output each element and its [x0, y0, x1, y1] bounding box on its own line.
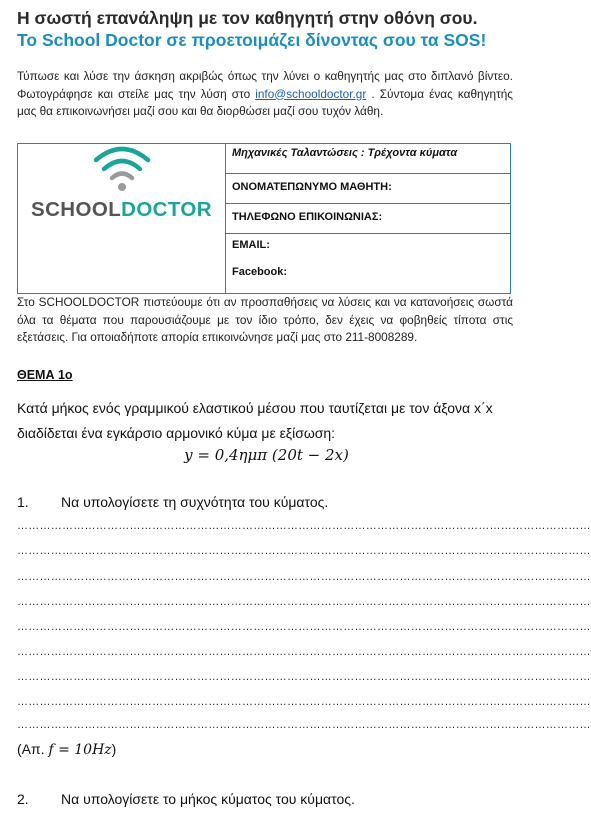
name-field[interactable] — [226, 174, 511, 204]
logo-cell — [18, 144, 226, 294]
intro-paragraph — [17, 68, 513, 121]
phone-field[interactable] — [226, 204, 511, 234]
facebook-field[interactable] — [226, 260, 511, 294]
answer-line[interactable]: ……………………………………………………………………………………………………………………………………… — [17, 571, 591, 583]
header-line-1: Η σωστή επανάληψη με τον καθηγητή στην οθόνη σου. — [17, 8, 478, 28]
subject-label: Μηχανικές Ταλαντώσεις : Τρέχοντα κύματα — [232, 147, 458, 159]
answer-line[interactable]: ……………………………………………………………………………………………………………………………………… — [17, 646, 591, 658]
note-paragraph: Στο SCHOOLDOCTOR πιστεύουμε ότι αν προσπαθήσεις να λύσεις και να κατανοήσεις σωστά όλα τα θέματα που παρουσιάζουμε με τον ίδιο τρόπο, δεν έχεις να φοβηθείς τίποτα στις εξετάσεις. Για οποιαδήποτε απορία επικοινώνησε μαζί μας στο 211-8008289. — [17, 295, 513, 344]
answer-1-prefix: (Απ. — [17, 741, 49, 757]
question-2-number: 2. — [17, 791, 29, 807]
answer-line[interactable]: ……………………………………………………………………………………………………………………………………… — [17, 621, 591, 633]
logo-doctor-text: DOCTOR — [121, 198, 212, 221]
email-link[interactable]: info@schooldoctor.gr — [255, 86, 367, 101]
intro-text-before: Τύπωσε και λύσε την άσκηση ακριβώς όπως την λύνει ο καθηγητής μας στο διπλανό βίντεο. Φωτογράφησε και στείλε μας την λύση στο — [17, 69, 513, 101]
student-info-table — [17, 143, 511, 294]
email-label: EMAIL: — [232, 239, 270, 251]
wave-equation: y = 0,4ημπ (20t − 2x) — [184, 446, 349, 464]
subject-cell — [226, 144, 511, 174]
question-2 — [17, 791, 355, 807]
answer-line[interactable]: ……………………………………………………………………………………………………………………………………… — [17, 520, 591, 532]
answer-1 — [17, 741, 116, 758]
answer-1-suffix: ) — [111, 741, 117, 757]
answer-line[interactable]: ……………………………………………………………………………………………………………………………………… — [17, 545, 591, 557]
theme-title: ΘΕΜΑ 1ο — [17, 368, 73, 382]
facebook-label: Facebook: — [232, 265, 288, 278]
answer-1-value: f = 10Hz — [48, 742, 112, 758]
name-label: ΟΝΟΜΑΤΕΠΩΝΥΜΟ ΜΑΘΗΤΗ: — [232, 181, 392, 193]
question-2-text: Να υπολογίσετε το μήκος κύματος του κύματος. — [61, 791, 355, 807]
logo-school-text: SCHOOL — [31, 198, 122, 221]
email-field[interactable] — [226, 234, 511, 260]
header-line-2: Το School Doctor σε προετοιμάζει δίνοντας σου τα SOS! — [17, 30, 487, 50]
logo-wordmark — [31, 198, 212, 222]
phone-label: ΤΗΛΕΦΩΝΟ ΕΠΙΚΟΙΝΩΝΙΑΣ: — [232, 211, 383, 223]
answer-line[interactable]: ……………………………………………………………………………………………………………………………………… — [17, 719, 591, 731]
question-1-text: Να υπολογίσετε τη συχνότητα του κύματος. — [61, 494, 329, 510]
wifi-signal-icon — [90, 144, 154, 194]
intro-text-after: . Σύντομα ένας καθηγητής μας θα επικοινωνήσει μαζί σου και θα διορθώσει μαζί σου τυχόν λάθη. — [17, 86, 513, 118]
question-1-number: 1. — [17, 494, 29, 510]
answer-line[interactable]: ……………………………………………………………………………………………………………………………………… — [17, 696, 591, 708]
question-1 — [17, 494, 328, 510]
answer-line[interactable]: ……………………………………………………………………………………………………………………………………… — [17, 596, 591, 608]
answer-line[interactable]: ……………………………………………………………………………………………………………………………………… — [17, 671, 591, 683]
problem-text: Κατά μήκος ενός γραμμικού ελαστικού μέσου που ταυτίζεται με τον άξονα x΄x διαδίδεται ένα εγκάρσιο αρμονικό κύμα με εξίσωση: — [17, 400, 493, 441]
schooldoctor-logo — [24, 144, 219, 222]
